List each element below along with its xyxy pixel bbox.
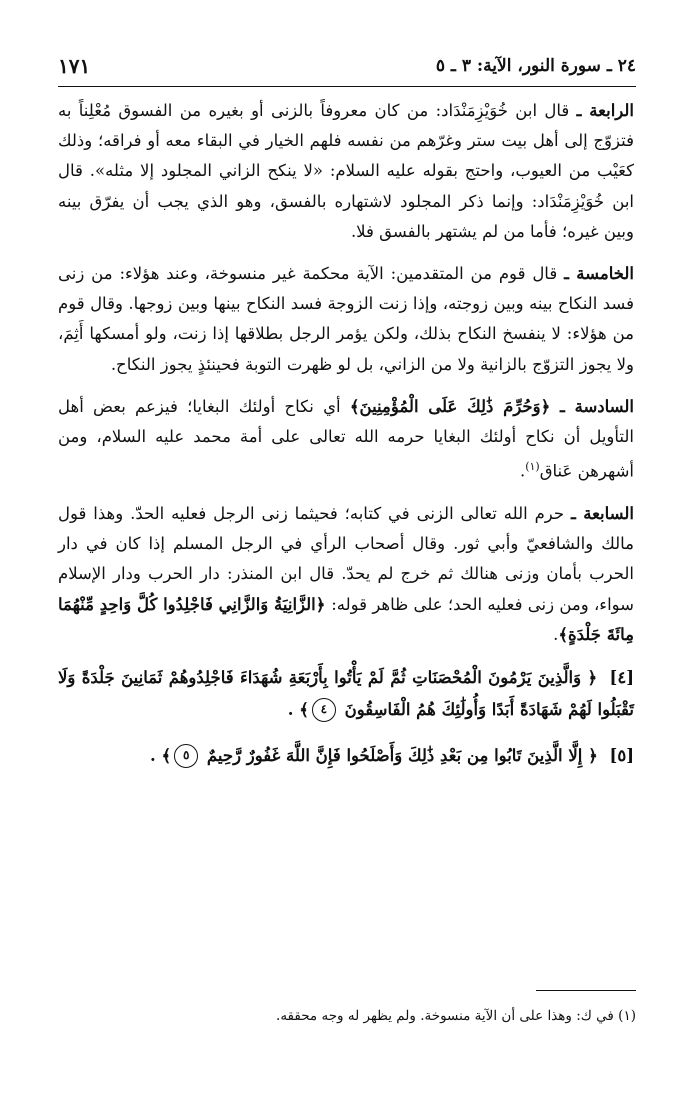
verse-text: ﴿ وَالَّذِينَ يَرْمُونَ الْمُحْصَنَاتِ ثُمَّ لَمْ يَأْتُوا بِأَرْبَعَةِ شُهَدَاءَ فَاجْلِدُوهُمْ ثَمَانِينَ جَلْدَةً وَلَا تَقْبَلُوا لَهُمْ شَهَادَةً أَبَدًا وَأُولَٰئِكَ هُمُ الْفَاسِقُونَ bbox=[58, 667, 634, 719]
paragraph-sixth bbox=[58, 392, 634, 487]
quran-quote: ﴿الزَّانِيَةُ وَالزَّانِي فَاجْلِدُوا كُلَّ وَاحِدٍ مِّنْهُمَا مِائَةَ جَلْدَةٍ﴾ bbox=[58, 594, 634, 644]
paragraph-heading: السادسة ـ bbox=[560, 396, 634, 416]
paragraph-text: قال ابن خُوَيْزِمَنْدَاد: من كان معروفاً بالزنى أو بغيره من الفسوق مُعْلِناً به فتزوّج إلى أهل بيت ستر وغرّهم من نفسه فلهم الخيار في البقاء معه أو فراقه؛ وذلك كعَيْب من العيوب، واحتج بقوله عليه السلام: «لا ينكح الزاني المجلود إلا مثله». قال ابن خُوَيْزِمَنْدَاد: وإنما ذكر المجلود لاشتهاره بالفسق، وهو الذي يجب أن يفرّق بينه وبين غيره؛ فأما من لم يشتهر بالفسق فلا. bbox=[58, 101, 634, 241]
page-header bbox=[58, 52, 636, 87]
verse-end-marker: ٥ bbox=[174, 744, 198, 768]
page-number: ١٧١ bbox=[58, 54, 91, 78]
verse-4 bbox=[58, 662, 634, 726]
paragraph-fourth bbox=[58, 96, 634, 247]
quran-quote: ﴿وَحُرِّمَ ذَٰلِكَ عَلَى الْمُؤْمِنِينَ﴾ bbox=[349, 396, 561, 416]
verse-end-marker: ٤ bbox=[312, 698, 336, 722]
paragraph-heading: الرابعة ـ bbox=[576, 101, 634, 120]
paragraph-heading: الخامسة ـ bbox=[564, 264, 634, 284]
footnote: (١) في ك: وهذا على أن الآية منسوخة. ولم يظهر له وجه محققه. bbox=[276, 1008, 636, 1024]
verse-number: [٤] bbox=[609, 667, 634, 687]
verse-close: ﴾ . bbox=[287, 699, 309, 719]
verse-number: [٥] bbox=[609, 745, 634, 765]
paragraph-text: أي نكاح أولئك البغايا؛ فيزعم بعض أهل التأويل أن نكاح أولئك البغايا حرمه الله تعالى على أمة محمد عليه السلام، ومن أشهرهن عَناق bbox=[58, 396, 634, 481]
paragraph-heading: السابعة ـ bbox=[571, 503, 634, 523]
paragraph-tail: . bbox=[519, 461, 526, 481]
paragraph-seventh bbox=[58, 499, 634, 650]
paragraph-fifth bbox=[58, 259, 634, 380]
footnote-divider bbox=[536, 990, 636, 991]
verse-text: ﴿ إِلَّا الَّذِينَ تَابُوا مِن بَعْدِ ذَٰلِكَ وَأَصْلَحُوا فَإِنَّ اللَّهَ غَفُورٌ رَّحِيمٌ bbox=[206, 745, 598, 765]
paragraph-tail: . bbox=[553, 624, 559, 644]
running-title: ٢٤ ـ سورة النور، الآية: ٣ ـ ٥ bbox=[435, 56, 636, 76]
paragraph-text: قال قوم من المتقدمين: الآية محكمة غير منسوخة، وعند هؤلاء: من زنى فسد النكاح بينه وبين زوجته، وإذا زنت الزوجة فسد النكاح بينها وبين زوجها. وقال قوم من هؤلاء: لا ينفسخ النكاح بذلك، ولكن يؤمر الرجل بطلاقها إذا زنت، ولو أمسكها أَثِمَ، ولا يجوز التزوّج بالزانية ولا من الزاني، بل لو ظهرت التوبة فحينئذٍ يجوز النكاح. bbox=[58, 264, 634, 374]
paragraph-text: حرم الله تعالى الزنى في كتابه؛ فحيثما زنى الرجل فعليه الحدّ. وهذا قول مالك والشافعيّ وأبي ثور. وقال أصحاب الرأي في الرجل المسلم إذا كان في دار الحرب بأمان وزنى هنالك ثم خرج لم يحدّ. قال ابن المنذر: دار الحرب ودار الإسلام سواء، ومن زنى فعليه الحد؛ على ظاهر قوله: bbox=[58, 503, 634, 614]
verse-5 bbox=[58, 740, 634, 772]
verse-close: ﴾ . bbox=[150, 745, 172, 765]
page-body bbox=[58, 96, 634, 786]
footnote-marker: (١) bbox=[525, 460, 540, 474]
